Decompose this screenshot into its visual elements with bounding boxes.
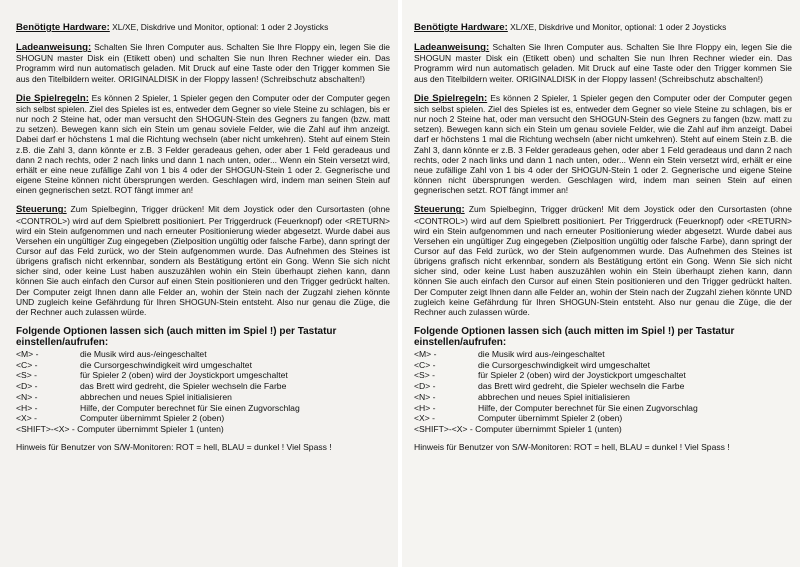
option-key: <C> - — [414, 359, 436, 370]
hardware-label: Benötigte Hardware: — [414, 22, 508, 33]
option-item — [414, 403, 792, 414]
option-item — [16, 392, 390, 403]
option-desc: die Musik wird aus-/eingeschaltet — [80, 349, 207, 360]
option-item — [414, 370, 792, 381]
left-page — [0, 0, 398, 567]
option-desc: abbrechen und neues Spiel initialisieren — [80, 391, 232, 402]
hardware-paragraph — [414, 22, 792, 33]
option-item — [16, 370, 390, 381]
option-desc: die Cursorgeschwindigkeit wird umgeschaltet — [478, 359, 650, 370]
hardware-text: XL/XE, Diskdrive und Monitor, optional: 1 oder 2 Joysticks — [109, 22, 329, 32]
option-key: <X> - — [414, 413, 436, 424]
option-desc: Hilfe, der Computer berechnet für Sie einen Zugvorschlag — [80, 402, 300, 413]
option-key: <M> - — [414, 349, 437, 360]
rules-label: Die Spielregeln: — [414, 92, 488, 104]
option-item — [16, 413, 390, 424]
option-desc: Hilfe, der Computer berechnet für Sie einen Zugvorschlag — [478, 402, 698, 413]
controls-paragraph — [414, 204, 792, 317]
options-title: Folgende Optionen lassen sich (auch mitten im Spiel !) per Tastatur einstellen/aufrufen: — [414, 326, 735, 349]
loading-paragraph — [16, 42, 390, 84]
option-key: <N> - — [16, 391, 38, 402]
option-key: <X> - — [16, 413, 38, 424]
rules-text: Es können 2 Spieler, 1 Spieler gegen den Computer oder der Computer gegen sich selbst spielen. Ziel des Spieles ist es, entweder dem Gegner so viele Steine zu schlagen, bis er nur noch 2 Steine hat, oder man versucht den SHOGUN-Stein des Gegners zu fangen (bzw. matt zu setzen). Bewegen kann sich ein Stein um genau soviele Felder, wie die Zahl auf ihm anzeigt. Dabei darf er höchstens 1 mal die Richtung wechseln (aber nicht umkehren). Steht auf einem Stein z.B. die Zahl 3, dann könnte er z.B. 3 Felder geradeaus gehen, oder aber 1 Feld geradeaus und dann 2 nach rechts, oder 2 nach links und dann 1 nach unten, oder... Wenn ein Stein versetzt wird, erhält er eine neue zufällige Zahl von 1 bis 4 oder der SHOGUN-Stein 1 oder 2. Gegnerische und eigene Steine können nicht übersprungen werden. Geschlagen wird, indem man seinen Stein auf einen gegnerischen setzt. ROT fängt immer an! — [414, 92, 792, 196]
controls-label: Steuerung: — [414, 204, 465, 216]
option-desc: für Spieler 2 (oben) wird der Joystickport umgeschaltet — [478, 370, 686, 381]
option-item — [414, 360, 792, 371]
option-item — [16, 403, 390, 414]
loading-text: Schalten Sie Ihren Computer aus. Schalten Sie Ihre Floppy ein, legen Sie die SHOGUN master Disk ein (Etikett oben) und schalten Sie nun Ihren Rechner wieder ein. Das Programm wird nun automatisch geladen. Mit Druck auf eine Taste oder den Trigger kommen Sie aus den Titelbildern weiter. ORIGINALDISK in der Floppy lassen! (Schreibschutz abschalten!) — [16, 42, 390, 84]
footer-note: Hinweis für Benutzer von S/W-Monitoren: ROT = hell, BLAU = dunkel ! Viel Spass ! — [414, 441, 730, 452]
option-item — [414, 381, 792, 392]
option-key: <S> - — [16, 370, 38, 381]
rules-paragraph — [414, 93, 792, 196]
hardware-text: XL/XE, Diskdrive und Monitor, optional: 1 oder 2 Joysticks — [507, 22, 727, 32]
option-item — [414, 392, 792, 403]
option-key: <H> - — [414, 402, 436, 413]
option-desc: das Brett wird gedreht, die Spieler wechseln die Farbe — [478, 381, 685, 392]
option-key: <D> - — [16, 381, 38, 392]
option-key: <M> - — [16, 349, 39, 360]
option-key: <C> - — [16, 359, 38, 370]
controls-paragraph — [16, 204, 390, 317]
option-desc: Computer übernimmt Spieler 2 (oben) — [478, 413, 623, 424]
option-shift-line: <SHIFT>-<X> - Computer übernimmt Spieler 1 (unten) — [414, 423, 622, 434]
option-item — [16, 381, 390, 392]
option-desc: das Brett wird gedreht, die Spieler wechseln die Farbe — [80, 381, 287, 392]
option-item — [414, 349, 792, 360]
option-item — [16, 349, 390, 360]
right-page — [402, 0, 800, 567]
option-key: <N> - — [414, 391, 436, 402]
controls-text: Zum Spielbeginn, Trigger drücken! Mit dem Joystick oder den Cursortasten (ohne <CONTROL>) wird auf dem Spielbrett positioniert. Per Triggerdruck (Feuerknopf) oder <RETURN> wird ein Stein aufgenommen und nach erneuter Positionierung wieder abgesetzt. Wurde dabei aus Versehen ein ungültiger Zug eingegeben (Zielposition ungültig oder falsche Farbe), dann springt der Cursor auf das Feld zurück, wo der Stein aufgenommen wurde. Das Aufnehmen des Steines ist übrigens grafisch nicht erkennbar, sondern als Bestätigung ertönt ein Gong. Wenn Sie sich nicht sicher sind, oder keine Lust haben auszuzählen wohin ein Stein überhaupt ziehen kann, dann können Sie auch einfach den Cursor auf einen Stein positionieren und den Trigger gedrückt halten. Der Computer zeigt Ihnen dann alle Felder an, wohin der Stein nach der Zugzahl ziehen könnte UND zugleich keine Gefährdung für Ihren SHOGUN-Stein entsteht. Also nur genau die Züge, die der Rechner auch zulassen würde. — [16, 204, 390, 317]
option-desc: für Spieler 2 (oben) wird der Joystickport umgeschaltet — [80, 370, 288, 381]
rules-paragraph — [16, 93, 390, 196]
option-key: <D> - — [414, 381, 436, 392]
option-desc: die Cursorgeschwindigkeit wird umgeschaltet — [80, 359, 252, 370]
options-title: Folgende Optionen lassen sich (auch mitten im Spiel !) per Tastatur einstellen/aufrufen: — [16, 326, 337, 349]
option-desc: die Musik wird aus-/eingeschaltet — [478, 349, 605, 360]
rules-text: Es können 2 Spieler, 1 Spieler gegen den Computer oder der Computer gegen sich selbst spielen. Ziel des Spieles ist es, entweder dem Gegner so viele Steine zu schlagen, bis er nur noch 2 Steine hat, oder man versucht den SHOGUN-Stein des Gegners zu fangen (bzw. matt zu setzen). Bewegen kann sich ein Stein um genau soviele Felder, wie die Zahl auf ihm anzeigt. Dabei darf er höchstens 1 mal die Richtung wechseln (aber nicht umkehren). Steht auf einem Stein z.B. die Zahl 3, dann könnte er z.B. 3 Felder geradeaus gehen, oder aber 1 Feld geradeaus und dann 2 nach rechts, oder 2 nach links und dann 1 nach unten, oder... Wenn ein Stein versetzt wird, erhält er eine neue zufällige Zahl von 1 bis 4 oder der SHOGUN-Stein 1 oder 2. Gegnerische und eigene Steine können nicht übersprungen werden. Geschlagen wird, indem man seinen Stein auf einen gegnerischen setzt. ROT fängt immer an! — [16, 92, 390, 196]
controls-text: Zum Spielbeginn, Trigger drücken! Mit dem Joystick oder den Cursortasten (ohne <CONTROL>) wird auf dem Spielbrett positioniert. Per Triggerdruck (Feuerknopf) oder <RETURN> wird ein Stein aufgenommen und nach erneuter Positionierung wieder abgesetzt. Wurde dabei aus Versehen ein ungültiger Zug eingegeben (Zielposition ungültig oder falsche Farbe), dann springt der Cursor auf das Feld zurück, wo der Stein aufgenommen wurde. Das Aufnehmen des Steines ist übrigens grafisch nicht erkennbar, sondern als Bestätigung ertönt ein Gong. Wenn Sie sich nicht sicher sind, oder keine Lust haben auszuzählen wohin ein Stein überhaupt ziehen kann, dann können Sie auch einfach den Cursor auf einen Stein positionieren und den Trigger gedrückt halten. Der Computer zeigt Ihnen dann alle Felder an, wohin der Stein nach der Zugzahl ziehen könnte UND zugleich keine Gefährdung für Ihren SHOGUN-Stein entsteht. Also nur genau die Züge, die der Rechner auch zulassen würde. — [414, 204, 792, 317]
hardware-label: Benötigte Hardware: — [16, 22, 110, 33]
footer-note: Hinweis für Benutzer von S/W-Monitoren: ROT = hell, BLAU = dunkel ! Viel Spass ! — [16, 441, 332, 452]
loading-text: Schalten Sie Ihren Computer aus. Schalten Sie Ihre Floppy ein, legen Sie die SHOGUN master Disk ein (Etikett oben) und schalten Sie nun Ihren Rechner wieder ein. Das Programm wird nun automatisch geladen. Mit Druck auf eine Taste oder den Trigger kommen Sie aus den Titelbildern weiter. ORIGINALDISK in der Floppy lassen! (Schreibschutz abschalten!) — [414, 42, 792, 84]
option-key: <S> - — [414, 370, 436, 381]
rules-label: Die Spielregeln: — [16, 92, 89, 104]
hardware-paragraph — [16, 22, 390, 33]
loading-label: Ladeanweisung: — [16, 42, 92, 54]
options-section — [414, 326, 792, 435]
option-item — [414, 413, 792, 424]
option-shift-line: <SHIFT>-<X> - Computer übernimmt Spieler 1 (unten) — [16, 423, 224, 434]
loading-paragraph — [414, 42, 792, 84]
option-key: <H> - — [16, 402, 38, 413]
controls-label: Steuerung: — [16, 204, 67, 216]
options-section — [16, 326, 390, 435]
option-desc: abbrechen und neues Spiel initialisieren — [478, 391, 630, 402]
loading-label: Ladeanweisung: — [414, 42, 490, 54]
option-item — [16, 360, 390, 371]
option-desc: Computer übernimmt Spieler 2 (oben) — [80, 413, 225, 424]
